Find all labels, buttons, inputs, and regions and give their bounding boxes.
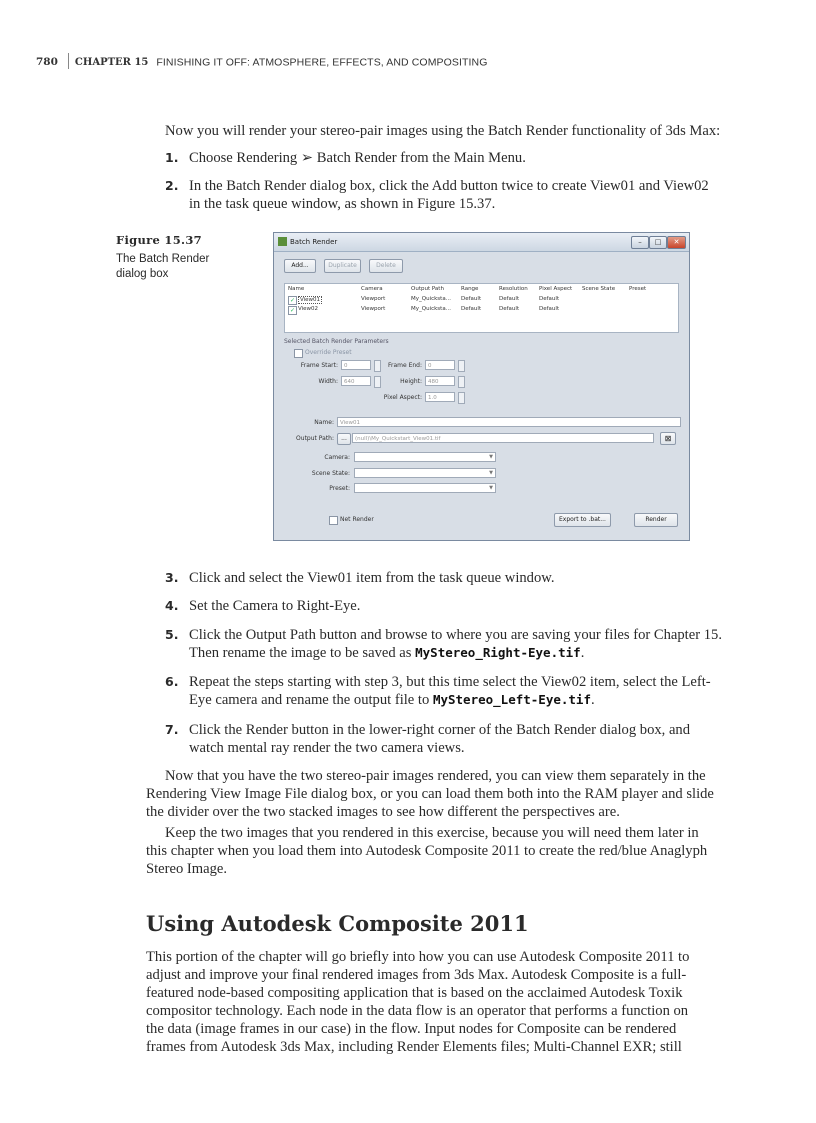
- net-render-checkbox[interactable]: [329, 516, 338, 525]
- frame-start-field[interactable]: 0: [341, 360, 371, 370]
- output-path-label: Output Path:: [296, 435, 334, 442]
- maximize-icon[interactable]: □: [649, 236, 667, 249]
- preset-dropdown[interactable]: [354, 483, 496, 493]
- add-button[interactable]: Add...: [284, 259, 316, 273]
- output-path-field[interactable]: (null)\My_Quickstart_View01.tif: [352, 433, 654, 443]
- chapter-title: FINISHING IT OFF: ATMOSPHERE, EFFECTS, AND COMPOSITING: [156, 56, 488, 69]
- close-icon[interactable]: ✕: [667, 236, 686, 249]
- step-5: 5. Click the Output Path button and browse to where you are saving your files for Chapter 15. Then rename the image to be saved as MyStereo_Right-Eye.tif.: [165, 627, 722, 661]
- chevron-down-icon: ▼: [489, 454, 493, 460]
- page-number: 780: [36, 56, 58, 69]
- preset-label: Preset:: [329, 485, 350, 492]
- override-preset-checkbox[interactable]: [294, 349, 303, 358]
- pixel-aspect-spinner[interactable]: [458, 392, 465, 404]
- row-checkbox[interactable]: ✓: [289, 297, 296, 304]
- step-4: 4. Set the Camera to Right-Eye.: [165, 598, 361, 614]
- delete-button[interactable]: Delete: [369, 259, 403, 273]
- scene-state-label: Scene State:: [311, 470, 350, 477]
- running-header: [36, 56, 488, 69]
- app-icon: [278, 237, 287, 246]
- chapter-label: CHAPTER 15: [74, 57, 149, 69]
- frame-end-field[interactable]: 0: [425, 360, 455, 370]
- batch-render-dialog: [273, 232, 690, 541]
- col-header-name[interactable]: Name: [288, 286, 305, 292]
- paragraph: Now that you have the two stereo-pair images rendered, you can view them separately in the Rendering View Image File dialog box, or you can load them both into the RAM player and slide the divider over the two stacked images to see how different the perspectives are.: [146, 768, 714, 820]
- height-field[interactable]: 480: [425, 376, 455, 386]
- width-spinner[interactable]: [374, 376, 381, 388]
- figure-caption: The Batch Render dialog box: [116, 253, 210, 280]
- height-label: Height:: [400, 378, 422, 385]
- step-2: 2. In the Batch Render dialog box, click the Add button twice to create View01 and View02 in the task queue window, as shown in Figure 15.37.: [165, 178, 709, 212]
- width-label: Width:: [318, 378, 338, 385]
- dialog-title: Batch Render: [290, 238, 338, 246]
- frame-end-label: Frame End:: [387, 362, 422, 369]
- task-queue-list[interactable]: Name Camera Output Path Range Resolution Pixel Aspect Scene State Preset ✓ View01 Viewport My_Quicksta... Default Default Default ✓ View02 Viewport My_Quicksta... Default Default Default: [284, 283, 679, 333]
- name-label: Name:: [314, 419, 334, 426]
- frame-end-spinner[interactable]: [458, 360, 465, 372]
- step-6: 6. Repeat the steps starting with step 3, but this time select the View02 item, select the Left- Eye camera and rename the output file to MyStereo_Left-Eye.tif.: [165, 674, 711, 708]
- camera-dropdown[interactable]: [354, 452, 496, 462]
- duplicate-button[interactable]: Duplicate: [324, 259, 361, 273]
- step-7: 7. Click the Render button in the lower-right corner of the Batch Render dialog box, and watch mental ray render the two camera views.: [165, 722, 691, 756]
- minimize-icon[interactable]: –: [631, 236, 649, 249]
- height-spinner[interactable]: [458, 376, 465, 388]
- col-header-pixel-aspect[interactable]: Pixel Aspect: [539, 286, 573, 292]
- pixel-aspect-label: Pixel Aspect:: [383, 394, 422, 401]
- render-button[interactable]: Render: [634, 513, 678, 527]
- name-field[interactable]: View01: [337, 417, 681, 427]
- export-bat-button[interactable]: Export to .bat...: [554, 513, 611, 527]
- col-header-resolution[interactable]: Resolution: [499, 286, 528, 292]
- width-field[interactable]: 640: [341, 376, 371, 386]
- chevron-down-icon: ▼: [489, 485, 493, 491]
- filename-code: MyStereo_Left-Eye.tif: [432, 692, 591, 707]
- step-3: 3. Click and select the View01 item from the task queue window.: [165, 570, 555, 586]
- section-paragraph: This portion of the chapter will go briefly into how you can use Autodesk Composite 2011 to adjust and improve your final rendered images from 3ds Max. Autodesk Composite is a full- featured node-based compositing application that is based on the acclaimed Autodesk Toxik compositor technology. Each node in the data flow is an operator that performs a function on the data (image frames in our case) in the flow. Input nodes for Composite can be rendered frames from Autodesk 3ds Max, including Render Elements files; Multi-Channel EXR; still: [146, 949, 690, 1055]
- section-heading: Using Autodesk Composite 2011: [146, 911, 529, 936]
- paragraph: Keep the two images that you rendered in this exercise, because you will need them later in this chapter when you load them into Autodesk Composite 2011 to create the red/blue Anaglyph Stereo Image.: [146, 825, 708, 877]
- scene-state-dropdown[interactable]: [354, 468, 496, 478]
- filename-code: MyStereo_Right-Eye.tif: [415, 645, 581, 660]
- dialog-body: [274, 252, 689, 540]
- col-header-output-path[interactable]: Output Path: [411, 286, 444, 292]
- params-group-label: Selected Batch Render Parameters: [284, 338, 389, 345]
- clear-output-path-icon[interactable]: ⊠: [660, 432, 676, 445]
- dialog-titlebar: [274, 233, 689, 252]
- frame-start-spinner[interactable]: [374, 360, 381, 372]
- frame-start-label: Frame Start:: [300, 362, 338, 369]
- figure-label: Figure 15.37: [116, 233, 202, 247]
- pixel-aspect-field[interactable]: 1.0: [425, 392, 455, 402]
- override-preset-label: Override Preset: [305, 349, 352, 356]
- output-path-browse-button[interactable]: ...: [337, 433, 351, 445]
- net-render-label: Net Render: [340, 516, 374, 523]
- col-header-preset[interactable]: Preset: [629, 286, 647, 292]
- col-header-camera[interactable]: Camera: [361, 286, 383, 292]
- step-1: 1. Choose Rendering ➢ Batch Render from the Main Menu.: [165, 150, 526, 166]
- col-header-scene-state[interactable]: Scene State: [582, 286, 616, 292]
- chevron-down-icon: ▼: [489, 470, 493, 476]
- row-checkbox[interactable]: ✓: [289, 307, 296, 314]
- intro-paragraph: Now you will render your stereo-pair images using the Batch Render functionality of 3ds Max:: [165, 123, 721, 139]
- header-divider: [68, 53, 69, 69]
- col-header-range[interactable]: Range: [461, 286, 479, 292]
- camera-label: Camera:: [324, 454, 350, 461]
